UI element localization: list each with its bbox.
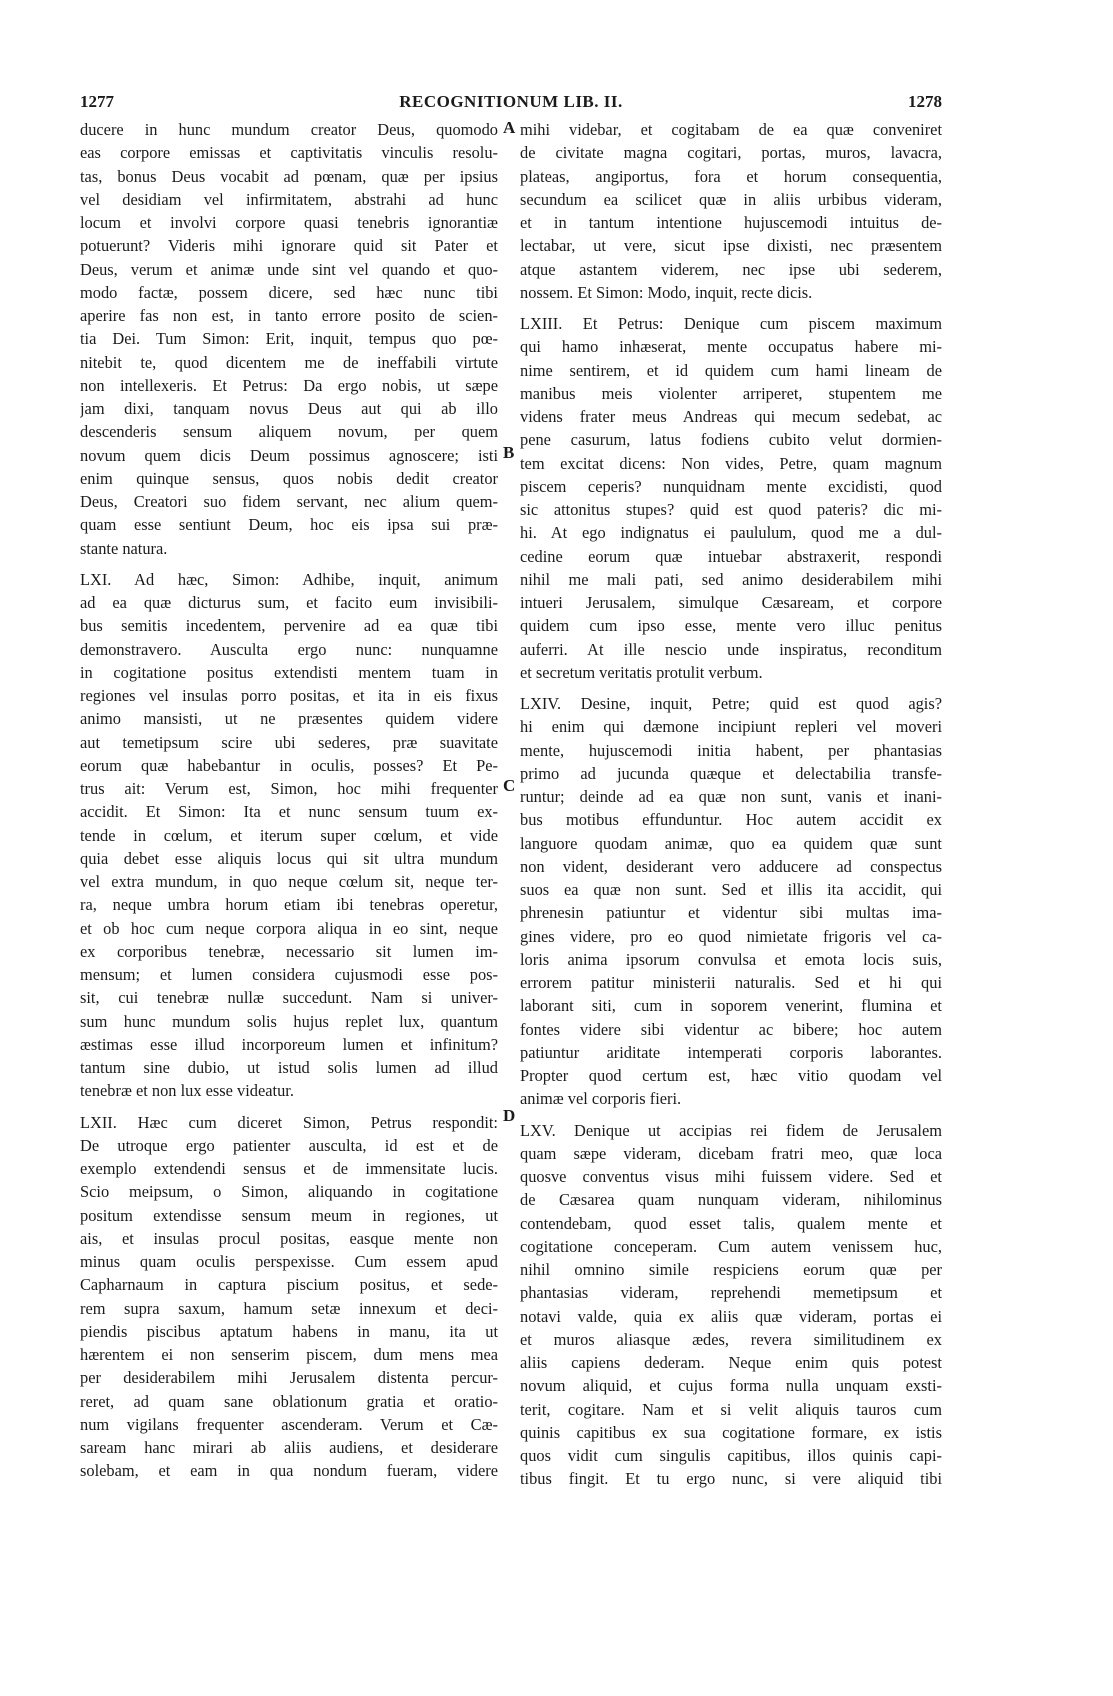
text-line: et ob hoc cum neque corpora aliqua in eo sint, neque xyxy=(80,918,498,938)
text-line: tantum sine dubio, ut istud solis lumen ad illud xyxy=(80,1058,498,1077)
text-line: LXV. Denique ut accipias rei fidem de Jerusalem xyxy=(520,1120,942,1140)
text-line: quam sæpe videram, dicebam fratri meo, quæ loca xyxy=(520,1143,942,1163)
paragraph-gap xyxy=(520,1111,942,1119)
text-line: saream hanc mirari ab aliis audiens, et desiderare xyxy=(80,1438,498,1457)
text-line: tia Dei. Tum Simon: Erit, inquit, tempus quo pœ- xyxy=(80,329,498,349)
text-line: qui hamo inhæserat, mente occupatus habere mi- xyxy=(520,337,942,357)
section-marker-d: D xyxy=(503,1106,516,1125)
text-line: De utroque ergo patienter ausculta, id est et de xyxy=(80,1135,498,1155)
right-column xyxy=(520,118,942,1491)
text-line: tende in cœlum, et iterum super cœlum, et vide xyxy=(80,825,498,845)
text-line: sit, cui tenebræ nullæ succedunt. Nam si univer- xyxy=(80,988,498,1008)
text-line: Deus, verum et animæ unde sint vel quando et quo- xyxy=(80,259,498,279)
text-line: num vigilans frequenter ascenderam. Verum et Cæ- xyxy=(80,1414,498,1434)
text-line: locum et involvi corpore quasi tenebris ignorantiæ xyxy=(80,213,498,232)
text-line: contendebam, quod esset talis, qualem mente et xyxy=(520,1213,942,1233)
text-line: eas corpore emissas et captivitatis vinculis resolu- xyxy=(80,143,498,163)
text-line: languore quodam animæ, quo ea quidem quæ sunt xyxy=(520,833,942,853)
text-line: Propter quod certum est, hæc vitio quodam vel xyxy=(520,1066,942,1085)
text-line: errorem patitur ministerii naturalis. Sed et hi qui xyxy=(520,973,942,992)
text-line: quos vidit cum singulis capitibus, illos quinis capi- xyxy=(520,1446,942,1465)
text-line: quinis capitibus ex sua cogitatione formare, ex istis xyxy=(520,1422,942,1442)
text-line: LXII. Hæc cum diceret Simon, Petrus respondit: xyxy=(80,1112,498,1132)
paragraph-gap xyxy=(520,684,942,692)
text-line: bus motibus effunduntur. Hoc autem accidit ex xyxy=(520,810,942,830)
text-line: et muros aliasque ædes, revera similitudinem ex xyxy=(520,1329,942,1349)
text-line: sum hunc mundum solis hujus replet lux, quantum xyxy=(80,1011,498,1031)
text-line: nihil me mali pati, sed animo desiderabilem mihi xyxy=(520,569,942,589)
section-marker-b: B xyxy=(503,443,515,462)
paragraph-gap xyxy=(80,560,498,568)
text-line: piendis piscibus aptatum habens in manu, ita ut xyxy=(80,1321,498,1341)
text-line: mihi videbar, et cogitabam de ea quæ conveniret xyxy=(520,120,942,139)
text-line: quidem cum ipso esse, mente vero illuc penitus xyxy=(520,616,942,636)
text-line: novum quem dicis Deum possimus agnoscere; isti xyxy=(80,445,498,465)
text-line: cogitatione conceperam. Cum autem venissem huc, xyxy=(520,1236,942,1256)
text-line: aperire fas non est, in tanto errore posito de scien- xyxy=(80,306,498,325)
text-line: aliis capiens dederam. Neque enim quis potest xyxy=(520,1353,942,1372)
text-line: loris anima ipsorum convulsa et emota locis suis, xyxy=(520,949,942,969)
text-line: Capharnaum in captura piscium positus, et sede- xyxy=(80,1275,498,1295)
text-line: animæ vel corporis fieri. xyxy=(520,1089,682,1109)
text-line: per desiderabilem mihi Jerusalem distenta percur- xyxy=(80,1368,498,1388)
text-line: positum extendisse sensum meum in regiones, ut xyxy=(80,1205,498,1225)
text-line: intueri Jerusalem, simulque Cæsaream, et corpore xyxy=(520,593,942,612)
text-line: vel desidiam vel infirmitatem, abstrahi ad hunc xyxy=(80,189,498,209)
text-line: mente, hujuscemodi initia habent, per phantasias xyxy=(520,740,942,760)
text-line: rem supra saxum, hamum setæ innexum et deci- xyxy=(80,1298,498,1318)
left-page-number: 1277 xyxy=(80,92,114,111)
text-line: vel extra mundum, in quo neque cœlum sit, neque ter- xyxy=(80,872,498,891)
text-line: nime sentirem, et id quidem cum hami lineam de xyxy=(520,360,942,380)
text-line: non intellexeris. Et Petrus: Da ergo nobis, ut sæpe xyxy=(80,375,498,395)
text-line: exemplo extendendi sensus et de immensitate lucis. xyxy=(80,1159,498,1178)
text-line: quosve conventus visus mihi fuissem videre. Sed et xyxy=(520,1167,942,1186)
text-line: laborant siti, cum in soporem venerint, flumina et xyxy=(520,996,942,1016)
text-line: reret, ad quam sane oblationum gratia et oratio- xyxy=(80,1391,498,1411)
text-line: ad ea quæ dicturus sum, et facito eum invisibili- xyxy=(80,593,498,612)
text-line: et secretum veritatis protulit verbum. xyxy=(520,662,763,682)
text-line: ex corporibus tenebræ, necessario sit lumen im- xyxy=(80,941,498,961)
text-line: bus semitis incedentem, pervenire ad ea quæ tibi xyxy=(80,616,498,636)
text-line: Scio meipsum, o Simon, aliquando in cogitatione xyxy=(80,1182,498,1202)
text-line: demonstravero. Ausculta ergo nunc: nunquamne xyxy=(80,639,498,659)
text-line: tibus fingit. Et tu ergo nunc, si vere aliquid tibi xyxy=(520,1469,942,1489)
text-line: de civitate magna cogitari, portas, muros, lavacra, xyxy=(520,143,942,163)
text-line: phrenesin patiuntur et videntur sibi multas ima- xyxy=(520,903,942,923)
text-line: nossem. Et Simon: Modo, inquit, recte dicis. xyxy=(520,282,813,302)
text-line: atque astantem viderem, nec ipse ubi sederem, xyxy=(520,259,942,279)
text-line: potuerunt? Videris mihi ignorare quid sit Pater et xyxy=(80,236,498,256)
text-line: fontes videre sibi videntur ac bibere; hoc autem xyxy=(520,1019,942,1039)
text-line: stante natura. xyxy=(80,538,168,558)
text-line: secundum ea scilicet quæ in aliis urbibus videram, xyxy=(520,189,942,209)
text-line: eorum quæ habebantur in oculis, posses? Et Pe- xyxy=(80,755,498,775)
page-header xyxy=(80,92,942,120)
right-page-number: 1278 xyxy=(908,92,942,111)
text-line: terit, cogitare. Nam et si velit aliquis tauros cum xyxy=(520,1399,942,1419)
text-line: manibus meis violenter arriperet, stupentem me xyxy=(520,383,942,403)
text-line: hi enim qui dæmone incipiunt repleri vel moveri xyxy=(520,717,942,737)
text-line: cedine eorum quæ intuebar abstraxerit, respondi xyxy=(520,546,942,566)
text-line: LXI. Ad hæc, Simon: Adhibe, inquit, animum xyxy=(80,569,498,589)
text-line: primo ad jucunda quæque et delectabilia transfe- xyxy=(520,763,942,783)
text-line: suos ea quæ non sunt. Sed et illis ita accidit, qui xyxy=(520,880,942,899)
text-line: hærentem ei non senserim piscem, dum mens mea xyxy=(80,1345,498,1364)
text-line: mensum; et lumen considera cujusmodi esse pos- xyxy=(80,965,498,984)
section-marker-a: A xyxy=(503,118,516,137)
text-line: aut temetipsum scire ubi sederes, præ suavitate xyxy=(80,732,498,752)
text-line: LXIV. Desine, inquit, Petre; quid est quod agis? xyxy=(520,694,942,713)
left-column xyxy=(80,118,498,1483)
text-line: descenderis sensum aliquem novum, per quem xyxy=(80,422,498,442)
text-line: piscem ceperis? nunquidnam mente excidisti, quod xyxy=(520,476,942,496)
text-line: phantasias videram, reprehendi memetipsum et xyxy=(520,1283,942,1303)
text-line: gines videre, pro eo quod nimietate frigoris vel ca- xyxy=(520,926,942,946)
text-line: ais, et insulas procul positas, easque mente non xyxy=(80,1228,498,1248)
text-line: pene casurum, latus fodiens cubito velut dormien- xyxy=(520,430,942,450)
text-line: nitebit te, quod dicentem me de ineffabili virtute xyxy=(80,352,498,372)
text-line: non vident, desiderant vero adducere ad conspectus xyxy=(520,856,942,876)
text-line: trus ait: Verum est, Simon, hoc mihi frequenter xyxy=(80,779,498,798)
text-line: tem excitat dicens: Non vides, Petre, quam magnum xyxy=(520,453,942,473)
text-line: ra, neque umbra horum etiam ibi tenebras operetur, xyxy=(80,895,498,915)
text-line: hi. At ego indignatus ei paululum, quod me a dul- xyxy=(520,523,942,543)
text-line: modo factæ, possem dicere, sed hæc nunc tibi xyxy=(80,282,498,302)
text-line: solebam, et eam in qua nondum fueram, videre xyxy=(80,1461,498,1481)
text-line: in cogitatione positus extendisti mentem tuam in xyxy=(80,662,498,682)
running-title: RECOGNITIONUM LIB. II. xyxy=(399,92,623,111)
text-line: LXIII. Et Petrus: Denique cum piscem maximum xyxy=(520,314,942,333)
text-line: minus quam oculis perspexisse. Cum essem apud xyxy=(80,1252,498,1271)
text-line: et in tantum intentione hujuscemodi intuitus de- xyxy=(520,213,942,232)
text-line: de Cæsarea quam nunquam videram, nihilominus xyxy=(520,1190,942,1210)
text-line: plateas, angiportus, fora et horum consequentia, xyxy=(520,166,942,186)
text-line: auferri. At ille nescio unde inspiratus, reconditum xyxy=(520,639,942,659)
text-line: jam dixi, tanquam novus Deus aut qui ab illo xyxy=(80,399,498,418)
text-line: nihil omnino simile respiciens eorum quæ per xyxy=(520,1260,942,1279)
text-line: tas, bonus Deus vocabit ad pœnam, quæ per ipsius xyxy=(80,166,498,186)
text-line: quam esse sentiunt Deum, hoc eis ipsa sui præ- xyxy=(80,515,498,535)
text-line: animo mansisti, ut ne præsentes quidem videre xyxy=(80,709,498,729)
text-line: tenebræ et non lux esse videatur. xyxy=(80,1081,294,1101)
text-line: ducere in hunc mundum creator Deus, quomodo xyxy=(80,120,498,139)
text-line: quia debet esse aliquis locus qui sit ultra mundum xyxy=(80,848,498,868)
text-line: runtur; deinde ad ea quæ non sunt, vanis et inani- xyxy=(520,787,942,806)
section-marker-c: C xyxy=(503,776,516,795)
text-line: Deus, Creatori suo fidem servant, nec alium quem- xyxy=(80,492,498,511)
text-line: lectabar, ut vere, sicut ipse dixisti, nec præsentem xyxy=(520,236,942,256)
text-line: novum aliquid, et cujus forma nulla unquam exsti- xyxy=(520,1376,942,1396)
paragraph-gap xyxy=(520,304,942,312)
text-line: notavi valde, quia ex aliis quæ videram, portas ei xyxy=(520,1306,942,1326)
text-line: æstimas esse illud incorporeum lumen et infinitum? xyxy=(80,1034,498,1054)
text-line: videns frater meus Andreas qui mecum sedebat, ac xyxy=(520,407,942,426)
text-line: sic attonitus stupes? quid est quod pateris? dic mi- xyxy=(520,500,942,519)
text-line: patiuntur ariditate intemperati corporis laborantes. xyxy=(520,1042,942,1062)
text-line: accidit. Et Simon: Ita et nunc sensum tuum ex- xyxy=(80,802,498,822)
paragraph-gap xyxy=(80,1103,498,1111)
text-line: regiones vel insulas porro positas, et ita in eis fixus xyxy=(80,686,498,705)
text-line: enim quinque sensus, quos nobis dedit creator xyxy=(80,468,498,488)
